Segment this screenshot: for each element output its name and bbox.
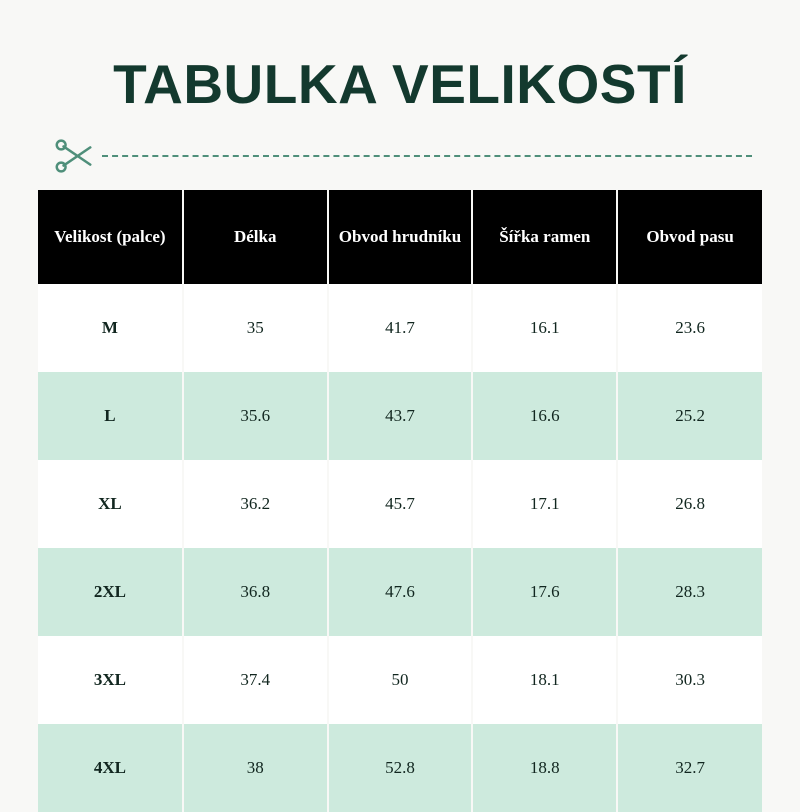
dashed-divider: [102, 155, 752, 157]
cell-size: 2XL: [38, 548, 183, 636]
cell-shoulder: 18.8: [472, 724, 617, 812]
cell-size: M: [38, 284, 183, 372]
cell-shoulder: 17.1: [472, 460, 617, 548]
size-table: [38, 190, 762, 812]
cell-waist: 23.6: [617, 284, 762, 372]
table-row: [38, 724, 762, 812]
cell-waist: 25.2: [617, 372, 762, 460]
cell-chest: 41.7: [328, 284, 473, 372]
size-table-body: [38, 284, 762, 812]
cell-shoulder: 16.1: [472, 284, 617, 372]
cell-waist: 30.3: [617, 636, 762, 724]
cell-size: XL: [38, 460, 183, 548]
size-table-container: [38, 190, 762, 812]
cell-length: 37.4: [183, 636, 328, 724]
cell-chest: 47.6: [328, 548, 473, 636]
column-header-waist: Obvod pasu: [617, 190, 762, 284]
cell-length: 38: [183, 724, 328, 812]
cell-waist: 32.7: [617, 724, 762, 812]
column-header-size: Velikost (palce): [38, 190, 183, 284]
cell-size: L: [38, 372, 183, 460]
table-row: [38, 636, 762, 724]
cell-length: 35.6: [183, 372, 328, 460]
cell-waist: 28.3: [617, 548, 762, 636]
cell-waist: 26.8: [617, 460, 762, 548]
column-header-chest: Obvod hrudníku: [328, 190, 473, 284]
cell-length: 35: [183, 284, 328, 372]
cell-chest: 50: [328, 636, 473, 724]
cell-length: 36.8: [183, 548, 328, 636]
column-header-shoulder: Šířka ramen: [472, 190, 617, 284]
cell-chest: 43.7: [328, 372, 473, 460]
cell-size: 3XL: [38, 636, 183, 724]
scissors-icon: [54, 139, 96, 173]
cut-line: [40, 136, 760, 176]
table-row: [38, 548, 762, 636]
page-title: TABULKA VELIKOSTÍ: [113, 53, 687, 115]
cell-shoulder: 18.1: [472, 636, 617, 724]
size-table-header: [38, 190, 762, 284]
cell-size: 4XL: [38, 724, 183, 812]
cell-chest: 45.7: [328, 460, 473, 548]
table-header-row: [38, 190, 762, 284]
table-row: [38, 372, 762, 460]
cell-shoulder: 17.6: [472, 548, 617, 636]
cell-chest: 52.8: [328, 724, 473, 812]
column-header-length: Délka: [183, 190, 328, 284]
cell-length: 36.2: [183, 460, 328, 548]
table-row: [38, 460, 762, 548]
cell-shoulder: 16.6: [472, 372, 617, 460]
table-row: [38, 284, 762, 372]
